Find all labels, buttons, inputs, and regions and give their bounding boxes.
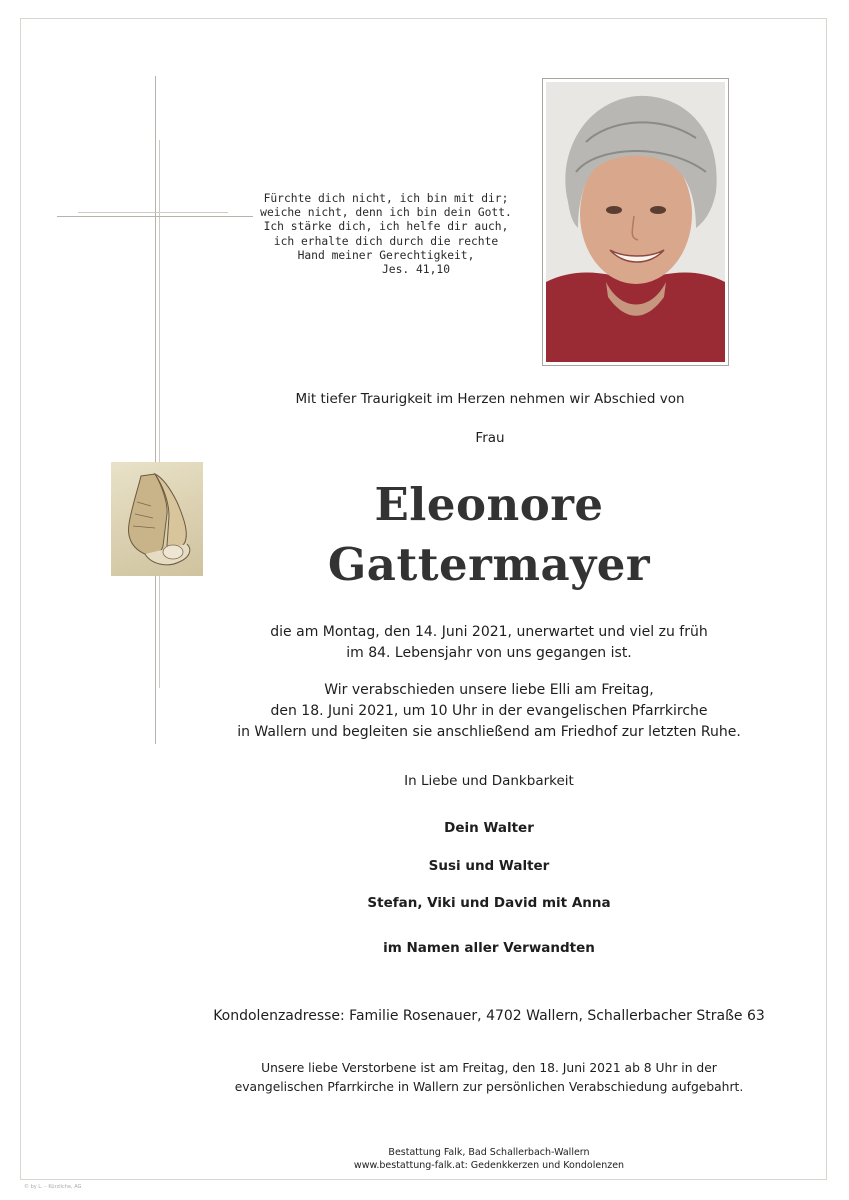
viewing-line-1: Unsere liebe Verstorbene ist am Freitag, den 18. Juni 2021 ab 8 Uhr in der — [261, 1061, 717, 1075]
deceased-last-name: Gattermayer — [327, 538, 651, 591]
cross-icon — [155, 76, 156, 744]
intro-text: Mit tiefer Traurigkeit im Herzen nehmen wir Abschied von — [295, 391, 685, 407]
condolence-address: Kondolenzadresse: Familie Rosenauer, 4702 Wallern, Schallerbacher Straße 63 — [213, 1008, 765, 1024]
verse-reference: Jes. 41,10 — [382, 263, 451, 276]
closing-line: In Liebe und Dankbarkeit — [404, 773, 574, 789]
cross-beam-inner — [78, 212, 228, 213]
cross-beam — [57, 216, 253, 217]
salutation: Frau — [475, 430, 505, 446]
death-announcement — [189, 622, 789, 664]
family-member: Stefan, Viki und David mit Anna — [367, 895, 611, 911]
deceased-first-name: Eleonore — [374, 478, 604, 531]
family-member: Dein Walter — [444, 820, 534, 836]
farewell-line-2: den 18. Juni 2021, um 10 Uhr in der evangelischen Pfarrkirche — [270, 703, 708, 719]
portrait-photo — [542, 78, 729, 366]
farewell-line-1: Wir verabschieden unsere liebe Elli am Freitag, — [324, 682, 654, 698]
farewell-paragraph — [189, 680, 789, 743]
farewell-line-3: in Wallern und begleiten sie anschließend am Friedhof zur letzten Ruhe. — [237, 724, 741, 740]
family-member: im Namen aller Verwandten — [383, 940, 595, 956]
footer-website-link[interactable]: www.bestattung-falk.at: Gedenkkerzen und Kondolenzen — [353, 1160, 625, 1171]
family-member: Susi und Walter — [428, 858, 550, 874]
viewing-line-2: evangelischen Pfarrkirche in Wallern zur persönlichen Verabschiedung aufgebahrt. — [234, 1080, 744, 1094]
viewing-notice — [189, 1059, 789, 1097]
death-line-1: die am Montag, den 14. Juni 2021, unerwartet und viel zu früh — [270, 624, 708, 640]
bible-verse: Fürchte dich nicht, ich bin mit dir; weiche nicht, denn ich bin dein Gott. Ich stärke dich, ich helfe dir auch, ich erhalte dich durch die rechte Hand meiner Gerechtigkeit, — [260, 192, 512, 262]
credit-text: © by L. – Kürzliche, AG — [24, 1184, 82, 1190]
funeral-home: Bestattung Falk, Bad Schallerbach-Wallern — [388, 1147, 590, 1158]
death-line-2: im 84. Lebensjahr von uns gegangen ist. — [346, 645, 632, 661]
footer — [189, 1146, 789, 1172]
cross-inner-line — [159, 140, 160, 688]
